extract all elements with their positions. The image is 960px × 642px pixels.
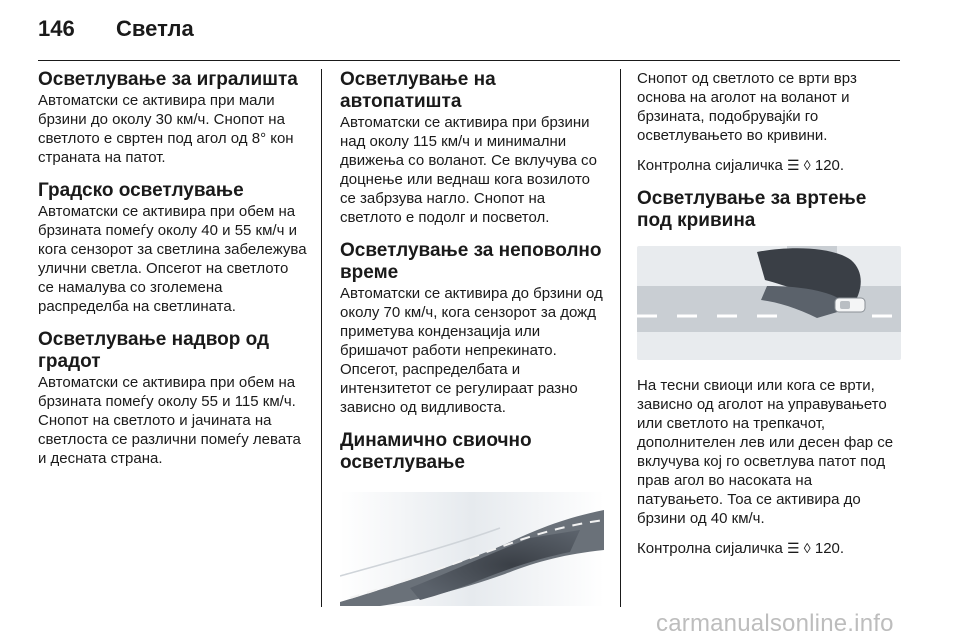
- section-title: Градско осветлување: [38, 180, 244, 201]
- headlight-icon: ☰: [787, 157, 800, 173]
- section-highway-lighting: [340, 69, 610, 227]
- section-title: Динамично свиочно осветлување: [340, 430, 532, 473]
- column-1: [38, 69, 308, 481]
- body-paragraph: На тесни свиоци или кога се врти, зависно од аголот на управувањето или светлото на трепкачот, дополнителен лев или десен фар се вклучува кој го осветлува патот под прав агол во насоката на патувањето. Тоа се активира до брзини од 40 км/ч.: [637, 377, 894, 527]
- section-city-lighting: [38, 180, 308, 316]
- section-body: Автоматски се активира при обем на брзината помеѓу околу 40 и 55 км/ч и кога сензорот за светлина забележува улични светла. Опсегот на светлото се намалува со зголемена распределба на светлината.: [38, 203, 307, 315]
- column-divider-1: [321, 69, 322, 607]
- section-title: Осветлување надвор од градот: [38, 329, 270, 372]
- page-reference-arrow-icon: ◊: [803, 157, 811, 173]
- section-adverse-weather-lighting: [340, 240, 610, 417]
- column-divider-2: [620, 69, 621, 607]
- running-title: Светла: [116, 16, 194, 41]
- reference-page: 120.: [814, 157, 845, 174]
- column-2: [340, 69, 610, 606]
- column-3: [637, 69, 901, 558]
- section-title: Осветлување за неповолно време: [340, 240, 602, 283]
- control-indicator-reference: [637, 156, 901, 175]
- reference-label: Контролна сијаличка: [637, 540, 783, 557]
- section-title: Осветлување на автопатишта: [340, 69, 496, 112]
- reference-label: Контролна сијаличка: [637, 157, 783, 174]
- section-body: Автоматски се активира при обем на брзината помеѓу околу 55 и 115 км/ч. Снопот на светлото и јачината на светлоста се различни помеѓу левата и десната страна.: [38, 374, 301, 467]
- header-divider: [38, 60, 900, 61]
- section-title: Осветлување за вртење под кривина: [637, 188, 867, 231]
- dynamic-curve-light-illustration: [340, 492, 604, 606]
- watermark: carmanualsonline.info: [656, 610, 894, 637]
- section-body: Автоматски се активира при брзини над околу 115 км/ч и минимални движења со воланот. Се вклучува со доцнење или веднаш кога возилото се забрзува нагло. Снопот на светлото е подолг и посветол.: [340, 114, 598, 226]
- headlight-icon: ☰: [787, 540, 800, 556]
- body-paragraph: Снопот од светлото се врти врз основа на аголот на воланот и брзината, подобрувајќи го осветлувањето во кривини.: [637, 70, 857, 144]
- cornering-light-illustration: [637, 246, 901, 360]
- page-reference-arrow-icon: ◊: [803, 540, 811, 556]
- section-country-lighting: [38, 329, 308, 468]
- section-dynamic-curve-lighting: [340, 430, 610, 474]
- reference-page: 120.: [814, 540, 845, 557]
- page-header: [0, 0, 960, 56]
- section-playground-lighting: [38, 69, 308, 167]
- control-indicator-reference: [637, 539, 901, 558]
- section-body: Автоматски се активира до брзини од околу 70 км/ч, кога сензорот за дожд приметува кондензација или бришачот работи непрекинато. Опсегот, распределбата и интензитетот се регулираат разно зависно од видливоста.: [340, 285, 603, 416]
- section-title: Осветлување за игралишта: [38, 69, 298, 90]
- page-number: 146: [38, 16, 75, 41]
- section-body: Автоматски се активира при мали брзини до околу 30 км/ч. Снопот на светлото е свртен под агол од 8° кон страната на патот.: [38, 92, 294, 166]
